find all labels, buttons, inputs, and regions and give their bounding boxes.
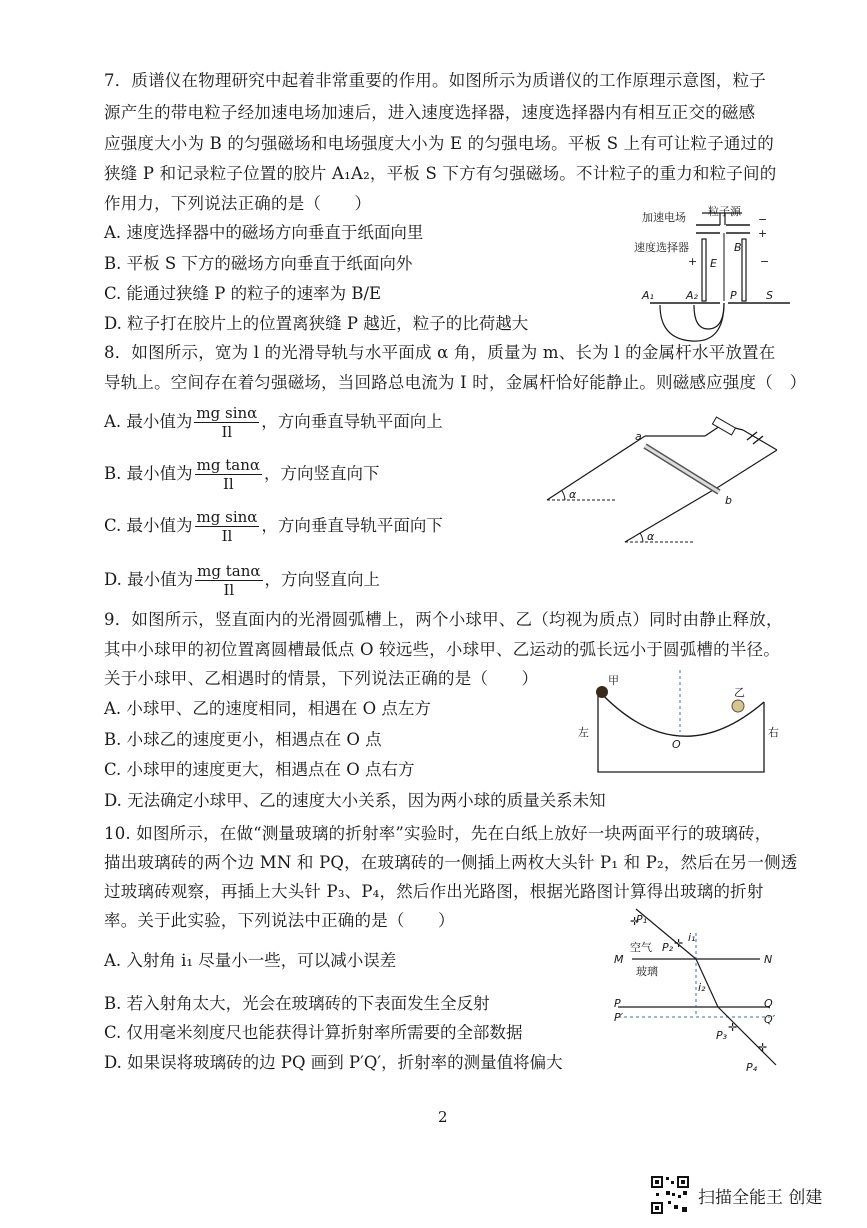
fig9-yi-label: 乙 bbox=[734, 686, 745, 699]
q7-stem-line-4: 狭缝 P 和记录粒子位置的胶片 A₁A₂，平板 S 下方有匀强磁场。不计粒子的重力和粒子间的 bbox=[104, 164, 777, 183]
fig10-Pp: P′ bbox=[614, 1011, 624, 1024]
fig10-P3: P₃ bbox=[716, 1029, 728, 1042]
fig9-O-label: O bbox=[672, 738, 681, 751]
q10-option-d: D. 如果误将玻璃砖的边 PQ 画到 P′Q′，折射率的测量值将偏大 bbox=[104, 1053, 563, 1072]
fig7-accel-label: 加速电场 bbox=[642, 211, 686, 224]
q7-stem-line-3: 应强度大小为 B 的匀强磁场和电场强度大小为 E 的匀强电场。平板 S 上有可让粒子通过的 bbox=[104, 134, 774, 153]
q8-c-fraction bbox=[195, 508, 260, 545]
q8-stem-line-2: 导轨上。空间存在着匀强磁场，当回路总电流为 I 时，金属杆恰好能静止。则磁感应强度（ ） bbox=[104, 373, 807, 392]
q8-a-fraction bbox=[194, 404, 259, 441]
fig10-i2: i₂ bbox=[698, 981, 706, 994]
q7-option-a: A. 速度选择器中的磁场方向垂直于纸面向里 bbox=[104, 223, 424, 242]
fig10-P2: P₂ bbox=[662, 941, 674, 954]
q8-c-prefix: C. 最小值为 bbox=[104, 516, 193, 535]
q9-stem-line-2: 其中小球甲的初位置离圆槽最低点 O 较远些，小球甲、乙运动的弧长远小于圆弧槽的半径。 bbox=[104, 640, 780, 659]
q8-a-prefix: A. 最小值为 bbox=[104, 412, 193, 431]
inclined-rail-figure bbox=[545, 410, 790, 550]
q8-option-d bbox=[104, 562, 380, 599]
q8-a-suffix: ，方向垂直导轨平面向上 bbox=[261, 412, 443, 431]
q10-option-b: B. 若入射角太大，光会在玻璃砖的下表面发生全反射 bbox=[104, 994, 490, 1013]
q9-option-a: A. 小球甲、乙的速度相同，相遇在 O 点左方 bbox=[104, 699, 431, 718]
q9-stem-line-1: 9．如图所示，竖直面内的光滑圆弧槽上，两个小球甲、乙（均视为质点）同时由静止释放， bbox=[104, 610, 783, 629]
q8-c-suffix: ，方向垂直导轨平面向下 bbox=[261, 516, 443, 535]
q8-b-fraction bbox=[195, 456, 262, 493]
q9-option-d: D. 无法确定小球甲、乙的速度大小关系，因为两小球的质量关系未知 bbox=[104, 791, 606, 810]
scanner-watermark bbox=[650, 1175, 822, 1215]
fig10-P1: P₁ bbox=[636, 913, 648, 926]
q8-c-numerator: mg sinα bbox=[196, 508, 258, 526]
q8-d-suffix: ，方向竖直向上 bbox=[264, 570, 380, 589]
svg-text:✛: ✛ bbox=[728, 1021, 738, 1034]
fig10-glass-label: 玻璃 bbox=[636, 965, 658, 978]
q8-option-b bbox=[104, 456, 379, 493]
q8-stem-line-1: 8．如图所示，宽为 l 的光滑导轨与水平面成 α 角，质量为 m、长为 l 的金属杆水平放置在 bbox=[104, 343, 776, 362]
fig7-source-label: 粒子源 bbox=[708, 205, 741, 218]
svg-text:✛: ✛ bbox=[674, 937, 684, 950]
q8-d-denominator: Il bbox=[223, 581, 235, 599]
fig10-air-label: 空气 bbox=[630, 941, 652, 954]
fig7-minus-sign: − bbox=[758, 213, 768, 226]
q10-option-a: A. 入射角 i₁ 尽量小一些，可以减小误差 bbox=[104, 951, 397, 970]
q9-option-c: C. 小球甲的速度更大，相遇点在 O 点右方 bbox=[104, 760, 415, 779]
q7-stem-line-1: 7．质谱仪在物理研究中起着非常重要的作用。如图所示为质谱仪的工作原理示意图，粒子 bbox=[104, 71, 766, 90]
svg-text:✛: ✛ bbox=[630, 915, 640, 928]
fig10-i1: i₁ bbox=[688, 931, 696, 944]
svg-text:✛: ✛ bbox=[758, 1041, 768, 1054]
q7-stem-line-2: 源产生的带电粒子经加速电场加速后，进入速度选择器，速度选择器内有相互正交的磁感 bbox=[104, 103, 756, 122]
fig7-minus-right: − bbox=[760, 255, 770, 268]
mass-spectrometer-figure bbox=[630, 203, 800, 343]
qr-code-icon bbox=[650, 1175, 690, 1215]
fig7-A2-label: A₂ bbox=[686, 289, 698, 302]
fig7-plus-left: + bbox=[688, 255, 698, 268]
q8-option-a bbox=[104, 404, 443, 441]
fig9-left-label: 左 bbox=[578, 726, 589, 739]
fig7-selector-label: 速度选择器 bbox=[634, 241, 689, 254]
fig7-E-label: E bbox=[710, 257, 717, 270]
fig10-Qp: Q′ bbox=[764, 1013, 776, 1026]
q7-option-b: B. 平板 S 下方的磁场方向垂直于纸面向外 bbox=[104, 254, 413, 273]
q10-stem-line-4: 率。关于此实验，下列说法中正确的是（ ） bbox=[104, 911, 455, 930]
q7-option-c: C. 能通过狭缝 P 的粒子的速率为 B/E bbox=[104, 284, 382, 303]
q8-d-prefix: D. 最小值为 bbox=[104, 570, 194, 589]
q9-option-b: B. 小球乙的速度更小，相遇点在 O 点 bbox=[104, 730, 382, 749]
fig8-alpha-top: α bbox=[569, 488, 577, 501]
fig7-B-label: B bbox=[734, 241, 742, 254]
scanner-watermark-text: 扫描全能王 创建 bbox=[698, 1187, 823, 1208]
fig8-b-label: b bbox=[725, 494, 732, 507]
fig8-a-label: a bbox=[635, 430, 642, 443]
q10-option-c: C. 仅用毫米刻度尺也能获得计算折射率所需要的全部数据 bbox=[104, 1023, 523, 1042]
q10-stem-line-3: 过玻璃砖观察，再插上大头针 P₃、P₄，然后作出光路图，根据光路图计算得出玻璃的折射 bbox=[104, 882, 764, 901]
fig10-P: P bbox=[614, 997, 621, 1010]
q10-stem-line-2: 描出玻璃砖的两个边 MN 和 PQ，在玻璃砖的一侧插上两枚大头针 P₁ 和 P₂，然后在另一侧透 bbox=[104, 853, 798, 872]
fig7-P-label: P bbox=[730, 289, 737, 302]
fig7-S-label: S bbox=[766, 289, 773, 302]
q8-c-denominator: Il bbox=[221, 527, 233, 545]
fig10-N: N bbox=[764, 953, 773, 966]
fig10-M: M bbox=[614, 953, 624, 966]
q8-d-numerator: mg tanα bbox=[197, 562, 261, 580]
fig8-alpha-bottom: α bbox=[647, 530, 655, 543]
q10-stem-line-1: 10. 如图所示，在做“测量玻璃的折射率”实验时，先在白纸上放好一块两面平行的玻璃砖， bbox=[104, 824, 772, 843]
q8-b-suffix: ，方向竖直向下 bbox=[263, 464, 380, 483]
q7-option-d: D. 粒子打在胶片上的位置离狭缝 P 越近，粒子的比荷越大 bbox=[104, 314, 529, 333]
q8-option-c bbox=[104, 508, 443, 545]
q8-a-numerator: mg sinα bbox=[196, 404, 258, 422]
fig9-right-label: 右 bbox=[768, 726, 779, 739]
fig10-Q: Q bbox=[764, 997, 773, 1010]
fig10-P4: P₄ bbox=[746, 1061, 758, 1074]
q8-b-prefix: B. 最小值为 bbox=[104, 464, 193, 483]
page-number: 2 bbox=[438, 1108, 448, 1126]
q8-b-denominator: Il bbox=[222, 475, 234, 493]
q7-stem-line-5: 作用力，下列说法正确的是（ ） bbox=[104, 194, 372, 213]
refraction-experiment-figure bbox=[610, 905, 800, 1075]
q8-d-fraction bbox=[195, 562, 262, 599]
fig7-plus-sign: + bbox=[758, 227, 768, 240]
fig9-jia-label: 甲 bbox=[608, 674, 619, 687]
q8-b-numerator: mg tanα bbox=[196, 456, 260, 474]
q8-a-denominator: Il bbox=[221, 423, 233, 441]
q9-stem-line-3: 关于小球甲、乙相遇时的情景，下列说法正确的是（ ） bbox=[104, 669, 539, 688]
arc-groove-figure bbox=[570, 668, 795, 778]
fig7-A1-label: A₁ bbox=[642, 289, 654, 302]
